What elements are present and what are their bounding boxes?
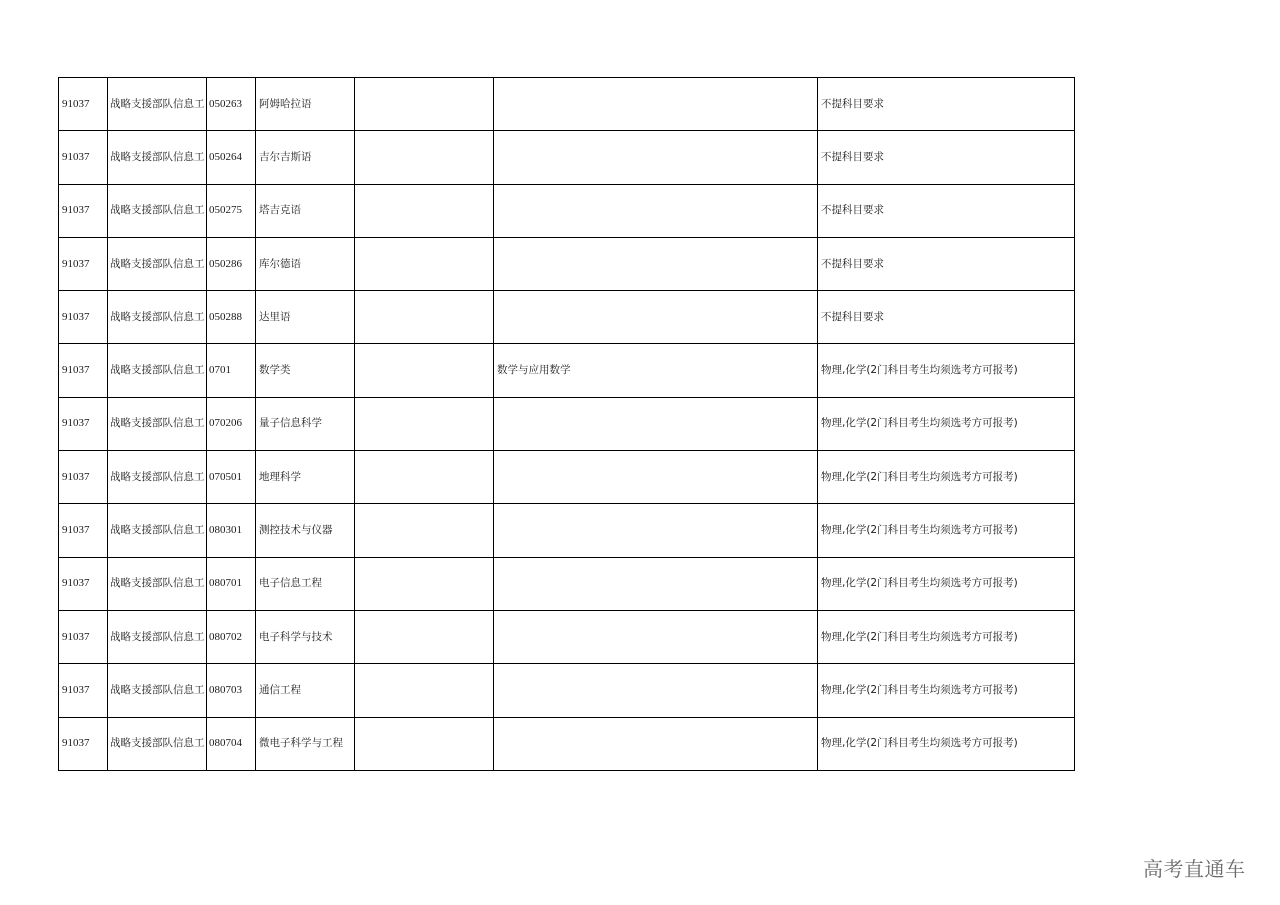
- school-name-cell: 战略支援部队信息工: [108, 78, 207, 131]
- subject-requirement-cell: 物理,化学(2门科目考生均须选考方可报考): [818, 344, 1075, 397]
- school-code-cell: 91037: [59, 397, 108, 450]
- subject-requirement-cell: 物理,化学(2门科目考生均须选考方可报考): [818, 504, 1075, 557]
- school-name-cell: 战略支援部队信息工: [108, 451, 207, 504]
- school-name-cell: 战略支援部队信息工: [108, 504, 207, 557]
- major-name-cell: 电子科学与技术: [256, 610, 355, 663]
- table-row: [59, 344, 1075, 397]
- school-code-cell: 91037: [59, 344, 108, 397]
- major-name-cell: 地理科学: [256, 451, 355, 504]
- major-code-cell: 080301: [207, 504, 256, 557]
- included-majors-cell: [494, 291, 818, 344]
- note-cell: [355, 610, 494, 663]
- note-cell: [355, 184, 494, 237]
- table-row: [59, 664, 1075, 717]
- major-name-cell: 微电子科学与工程: [256, 717, 355, 770]
- included-majors-cell: [494, 664, 818, 717]
- watermark-text: 高考直通车: [1143, 857, 1246, 881]
- subject-requirement-cell: 物理,化学(2门科目考生均须选考方可报考): [818, 717, 1075, 770]
- major-code-cell: 080702: [207, 610, 256, 663]
- admission-table: [58, 77, 1075, 771]
- note-cell: [355, 504, 494, 557]
- table-row: [59, 397, 1075, 450]
- note-cell: [355, 344, 494, 397]
- major-name-cell: 通信工程: [256, 664, 355, 717]
- school-name-cell: 战略支援部队信息工: [108, 184, 207, 237]
- note-cell: [355, 717, 494, 770]
- school-code-cell: 91037: [59, 451, 108, 504]
- note-cell: [355, 557, 494, 610]
- subject-requirement-cell: 不提科目要求: [818, 78, 1075, 131]
- school-code-cell: 91037: [59, 610, 108, 663]
- table-row: [59, 184, 1075, 237]
- subject-requirement-cell: 不提科目要求: [818, 131, 1075, 184]
- major-name-cell: 电子信息工程: [256, 557, 355, 610]
- note-cell: [355, 78, 494, 131]
- school-code-cell: 91037: [59, 184, 108, 237]
- table-row: [59, 557, 1075, 610]
- school-name-cell: 战略支援部队信息工: [108, 557, 207, 610]
- included-majors-cell: [494, 557, 818, 610]
- major-name-cell: 库尔德语: [256, 237, 355, 290]
- major-name-cell: 阿姆哈拉语: [256, 78, 355, 131]
- subject-requirement-cell: 物理,化学(2门科目考生均须选考方可报考): [818, 664, 1075, 717]
- school-name-cell: 战略支援部队信息工: [108, 131, 207, 184]
- major-code-cell: 080703: [207, 664, 256, 717]
- subject-requirement-cell: 物理,化学(2门科目考生均须选考方可报考): [818, 557, 1075, 610]
- school-code-cell: 91037: [59, 664, 108, 717]
- major-code-cell: 080701: [207, 557, 256, 610]
- note-cell: [355, 131, 494, 184]
- school-name-cell: 战略支援部队信息工: [108, 344, 207, 397]
- note-cell: [355, 237, 494, 290]
- subject-requirement-cell: 不提科目要求: [818, 291, 1075, 344]
- included-majors-cell: [494, 78, 818, 131]
- included-majors-cell: [494, 184, 818, 237]
- school-name-cell: 战略支援部队信息工: [108, 237, 207, 290]
- included-majors-cell: [494, 717, 818, 770]
- note-cell: [355, 451, 494, 504]
- note-cell: [355, 397, 494, 450]
- subject-requirement-cell: 物理,化学(2门科目考生均须选考方可报考): [818, 451, 1075, 504]
- school-code-cell: 91037: [59, 131, 108, 184]
- major-code-cell: 080704: [207, 717, 256, 770]
- included-majors-cell: [494, 397, 818, 450]
- school-name-cell: 战略支援部队信息工: [108, 717, 207, 770]
- included-majors-cell: [494, 131, 818, 184]
- table-row: [59, 78, 1075, 131]
- school-code-cell: 91037: [59, 291, 108, 344]
- table-row: [59, 291, 1075, 344]
- note-cell: [355, 664, 494, 717]
- table-row: [59, 504, 1075, 557]
- included-majors-cell: [494, 504, 818, 557]
- included-majors-cell: [494, 610, 818, 663]
- subject-requirement-cell: 物理,化学(2门科目考生均须选考方可报考): [818, 610, 1075, 663]
- school-code-cell: 91037: [59, 237, 108, 290]
- school-code-cell: 91037: [59, 557, 108, 610]
- major-name-cell: 达里语: [256, 291, 355, 344]
- subject-requirement-cell: 不提科目要求: [818, 237, 1075, 290]
- subject-requirement-cell: 不提科目要求: [818, 184, 1075, 237]
- school-name-cell: 战略支援部队信息工: [108, 664, 207, 717]
- major-code-cell: 050275: [207, 184, 256, 237]
- major-name-cell: 吉尔吉斯语: [256, 131, 355, 184]
- school-code-cell: 91037: [59, 717, 108, 770]
- major-name-cell: 数学类: [256, 344, 355, 397]
- major-code-cell: 050264: [207, 131, 256, 184]
- school-name-cell: 战略支援部队信息工: [108, 397, 207, 450]
- included-majors-cell: [494, 237, 818, 290]
- table-row: [59, 131, 1075, 184]
- table-body: [59, 78, 1075, 771]
- subject-requirement-cell: 物理,化学(2门科目考生均须选考方可报考): [818, 397, 1075, 450]
- major-name-cell: 量子信息科学: [256, 397, 355, 450]
- school-name-cell: 战略支援部队信息工: [108, 291, 207, 344]
- major-code-cell: 0701: [207, 344, 256, 397]
- school-code-cell: 91037: [59, 78, 108, 131]
- school-code-cell: 91037: [59, 504, 108, 557]
- included-majors-cell: 数学与应用数学: [494, 344, 818, 397]
- table-row: [59, 717, 1075, 770]
- note-cell: [355, 291, 494, 344]
- major-code-cell: 050286: [207, 237, 256, 290]
- major-code-cell: 070206: [207, 397, 256, 450]
- table-row: [59, 237, 1075, 290]
- school-name-cell: 战略支援部队信息工: [108, 610, 207, 663]
- major-code-cell: 070501: [207, 451, 256, 504]
- major-code-cell: 050288: [207, 291, 256, 344]
- major-name-cell: 塔吉克语: [256, 184, 355, 237]
- included-majors-cell: [494, 451, 818, 504]
- major-name-cell: 测控技术与仪器: [256, 504, 355, 557]
- table-row: [59, 451, 1075, 504]
- table-row: [59, 610, 1075, 663]
- major-code-cell: 050263: [207, 78, 256, 131]
